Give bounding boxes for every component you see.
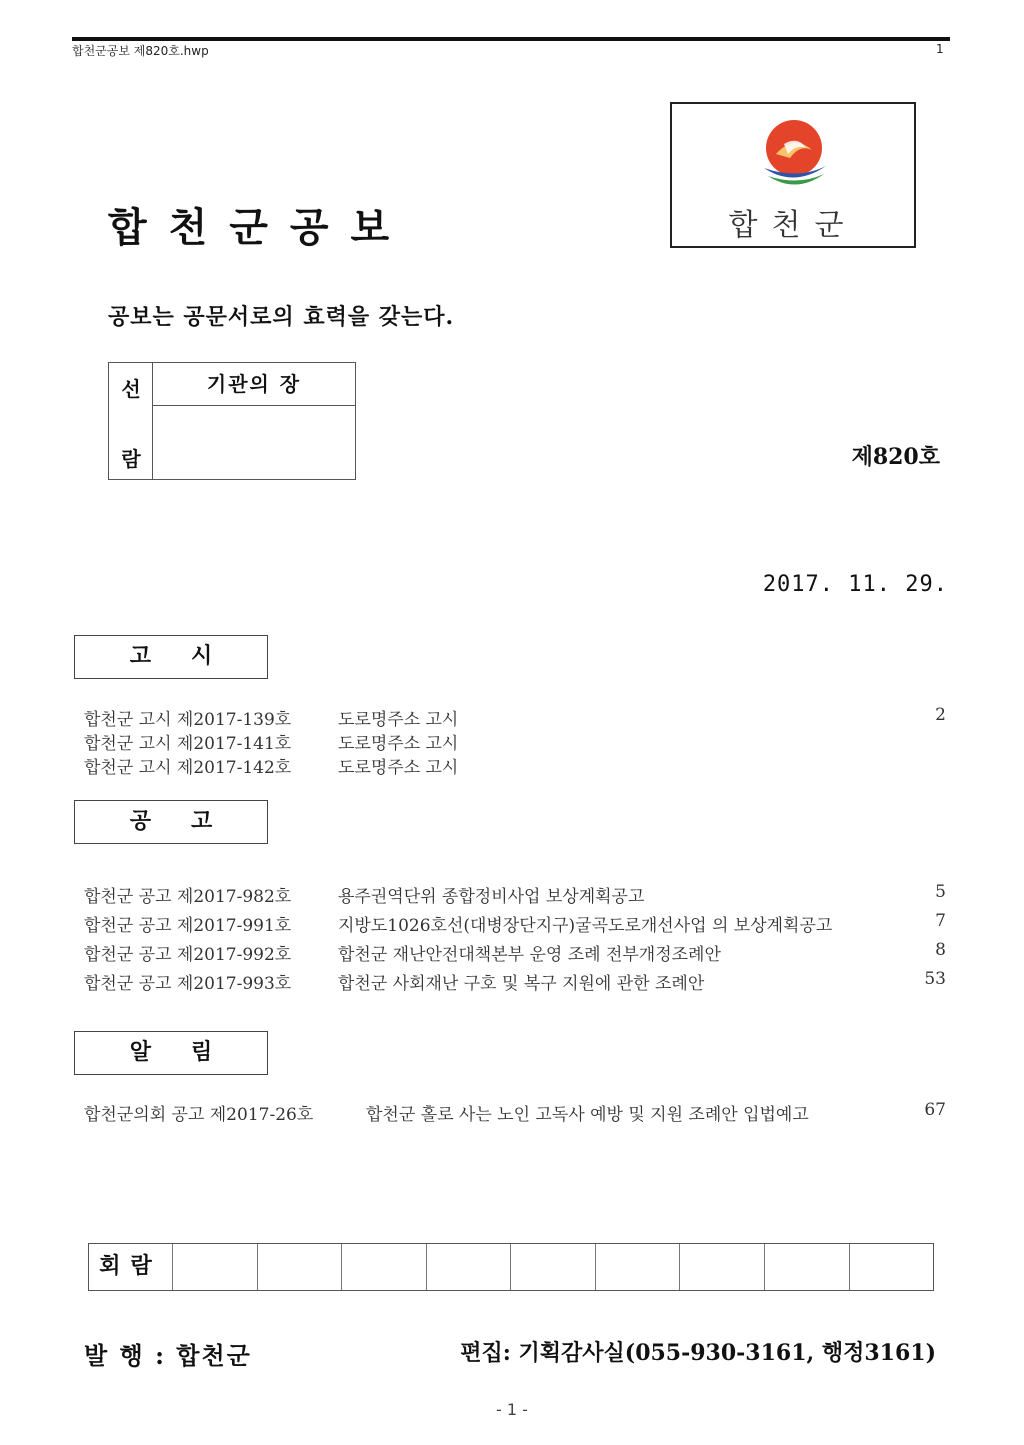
entry-title: 지방도1026호선(대병장단지구)굴곡도로개선사업 의 보상계획공고 [338, 916, 833, 936]
approval-side-top: 선 [121, 377, 141, 401]
circulation-label: 회람 [89, 1244, 173, 1290]
entry-page: 5 [935, 882, 946, 902]
entry-page: 2 [935, 705, 946, 725]
entry-title: 도로명주소 고시 [338, 758, 459, 778]
footer-page-number: - 1 - [496, 1400, 528, 1419]
entry-title: 합천군 재난안전대책본부 운영 조례 전부개정조례안 [338, 945, 721, 965]
header-file-name: 합천군공보 제820호.hwp [72, 44, 209, 58]
circulation-cell [258, 1244, 343, 1290]
entry-title: 도로명주소 고시 [338, 734, 459, 754]
section-announcements-label: 공고 [74, 800, 268, 844]
list-item [84, 882, 946, 906]
issue-date: 2017. 11. 29. [762, 572, 948, 597]
section-bulletins-label: 알림 [74, 1031, 268, 1075]
section-notices-label: 고시 [74, 635, 268, 679]
circulation-cell [427, 1244, 512, 1290]
circulation-cell [342, 1244, 427, 1290]
entry-title: 용주권역단위 종합정비사업 보상계획공고 [338, 887, 645, 907]
list-item [84, 705, 946, 729]
list-item [84, 729, 946, 753]
entry-page: 67 [924, 1100, 946, 1120]
entry-page: 7 [935, 911, 946, 931]
entry-title: 합천군 사회재난 구호 및 복구 지원에 관한 조례안 [338, 974, 705, 994]
circulation-cell [680, 1244, 765, 1290]
circulation-cell [173, 1244, 258, 1290]
list-item [84, 753, 946, 777]
entry-code: 합천군 고시 제2017-142호 [84, 758, 292, 778]
gazette-slogan: 공보는 공문서로의 효력을 갖는다. [108, 304, 455, 330]
approval-head: 기관의 장 [153, 363, 355, 406]
approval-box [108, 362, 356, 480]
list-item [84, 911, 946, 935]
circulation-cell [511, 1244, 596, 1290]
circulation-cell [850, 1244, 934, 1290]
logo-text: 합천군 [728, 208, 858, 243]
entry-title: 합천군 홀로 사는 노인 고독사 예방 및 지원 조례안 입법예고 [366, 1105, 809, 1125]
entry-title: 도로명주소 고시 [338, 710, 459, 730]
editor-contact: 편집: 기획감사실(055-930-3161, 행정3161) [460, 1340, 936, 1366]
entry-code: 합천군 고시 제2017-139호 [84, 710, 292, 730]
publisher: 발 행 : 합천군 [84, 1341, 252, 1370]
entry-code: 합천군 고시 제2017-141호 [84, 734, 292, 754]
issue-number: 제820호 [851, 444, 940, 470]
circulation-table [88, 1243, 934, 1291]
entry-code: 합천군 공고 제2017-991호 [84, 916, 292, 936]
hapcheon-county-emblem-icon [754, 114, 836, 198]
entry-code: 합천군 공고 제2017-992호 [84, 945, 292, 965]
header-page-number: 1 [936, 42, 944, 56]
entry-code: 합천군 공고 제2017-982호 [84, 887, 292, 907]
entry-code: 합천군의회 공고 제2017-26호 [84, 1105, 314, 1125]
gazette-title: 합천군공보 [108, 205, 412, 251]
circulation-cell [596, 1244, 681, 1290]
header-rule [72, 37, 950, 41]
entry-code: 합천군 공고 제2017-993호 [84, 974, 292, 994]
entry-page: 8 [935, 940, 946, 960]
list-item [84, 969, 946, 993]
list-item [84, 940, 946, 964]
list-item [84, 1100, 946, 1124]
county-logo-box [670, 102, 916, 248]
approval-side [109, 363, 153, 479]
circulation-cell [765, 1244, 850, 1290]
approval-side-bottom: 람 [121, 447, 141, 471]
entry-page: 53 [924, 969, 946, 989]
